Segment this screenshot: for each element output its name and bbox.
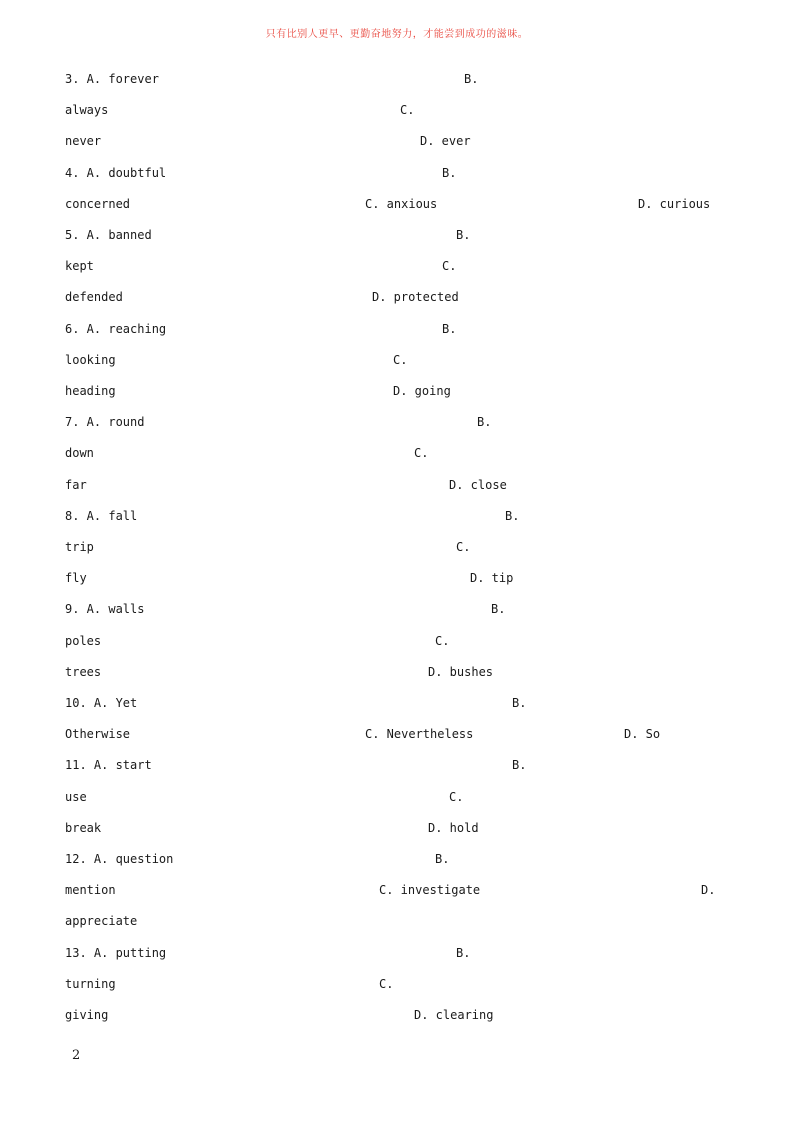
option-line-choice: B.: [456, 946, 471, 960]
option-line-start: break: [65, 821, 102, 835]
option-line: [65, 71, 745, 87]
option-line: [65, 789, 745, 805]
option-line-choice: D. hold: [428, 821, 479, 835]
option-line-start: fly: [65, 571, 87, 585]
option-line-start: 9. A. walls: [65, 602, 145, 616]
option-line-choice: C. investigate: [379, 883, 481, 897]
option-line-choice: B.: [442, 166, 457, 180]
option-line: [65, 102, 745, 118]
option-line-choice: D. tip: [470, 571, 514, 585]
option-line-start: kept: [65, 259, 94, 273]
option-line-choice: B.: [512, 696, 527, 710]
option-line-start: 11. A. start: [65, 758, 152, 772]
option-line-start: 12. A. question: [65, 852, 174, 866]
option-line-choice: C.: [379, 977, 394, 991]
option-line: [65, 258, 745, 274]
option-line-start: 4. A. doubtful: [65, 166, 167, 180]
option-line-start: trip: [65, 540, 94, 554]
option-line-choice: C.: [400, 103, 415, 117]
option-line-start: use: [65, 790, 87, 804]
option-line: [65, 289, 745, 305]
option-line: [65, 321, 745, 337]
option-line-start: 6. A. reaching: [65, 322, 167, 336]
option-line-choice: B.: [477, 415, 492, 429]
option-line-choice: C.: [414, 446, 429, 460]
option-line-start: defended: [65, 290, 123, 304]
option-line-choice: C.: [393, 353, 408, 367]
option-line: [65, 539, 745, 555]
option-line: [65, 913, 745, 929]
option-line-choice: D. protected: [372, 290, 459, 304]
option-line-choice: D. going: [393, 384, 451, 398]
option-line-start: giving: [65, 1008, 109, 1022]
option-line-choice: D. curious: [638, 197, 711, 211]
option-line: [65, 976, 745, 992]
option-line: [65, 383, 745, 399]
option-line: [65, 882, 745, 898]
option-line-choice: D. close: [449, 478, 507, 492]
option-line-choice: B.: [505, 509, 520, 523]
option-line-start: 10. A. Yet: [65, 696, 138, 710]
option-line-start: 7. A. round: [65, 415, 145, 429]
option-line-start: looking: [65, 353, 116, 367]
option-line-choice: D. bushes: [428, 665, 494, 679]
option-line-choice: C.: [435, 634, 450, 648]
option-line: [65, 133, 745, 149]
option-line-start: Otherwise: [65, 727, 131, 741]
option-line-choice: D. ever: [420, 134, 471, 148]
option-line: [65, 726, 745, 742]
option-line-choice: C.: [449, 790, 464, 804]
option-line: [65, 414, 745, 430]
option-line-start: 3. A. forever: [65, 72, 159, 86]
option-line-start: 5. A. banned: [65, 228, 152, 242]
option-line-start: poles: [65, 634, 102, 648]
option-line: [65, 165, 745, 181]
option-line-choice: B.: [512, 758, 527, 772]
page-number: 2: [72, 1048, 81, 1063]
option-line-start: never: [65, 134, 102, 148]
option-line-choice: C. anxious: [365, 197, 438, 211]
option-line: [65, 601, 745, 617]
option-line: [65, 352, 745, 368]
option-line-start: appreciate: [65, 914, 138, 928]
option-line-choice: B.: [464, 72, 479, 86]
option-line: [65, 695, 745, 711]
option-line-start: heading: [65, 384, 116, 398]
option-line-choice: B.: [456, 228, 471, 242]
header-motto: 只有比别人更早、更勤奋地努力，才能尝到成功的滋味。: [265, 29, 529, 40]
option-line-choice: D.: [701, 883, 716, 897]
option-line-choice: C. Nevertheless: [365, 727, 474, 741]
option-line-start: 8. A. fall: [65, 509, 138, 523]
option-line-choice: D. So: [624, 727, 661, 741]
option-line: [65, 477, 745, 493]
option-line: [65, 508, 745, 524]
option-line: [65, 570, 745, 586]
option-line: [65, 196, 745, 212]
option-line-choice: B.: [491, 602, 506, 616]
option-line-start: concerned: [65, 197, 131, 211]
option-line-choice: B.: [435, 852, 450, 866]
option-line: [65, 757, 745, 773]
option-line-start: down: [65, 446, 94, 460]
option-line-choice: D. clearing: [414, 1008, 494, 1022]
option-line: [65, 633, 745, 649]
option-line: [65, 227, 745, 243]
option-line: [65, 820, 745, 836]
option-line-choice: C.: [442, 259, 457, 273]
option-line-choice: C.: [456, 540, 471, 554]
option-line: [65, 945, 745, 961]
option-line: [65, 445, 745, 461]
option-line-start: turning: [65, 977, 116, 991]
option-line-start: mention: [65, 883, 116, 897]
option-line-start: far: [65, 478, 87, 492]
option-line-choice: B.: [442, 322, 457, 336]
option-line: [65, 851, 745, 867]
option-line-start: always: [65, 103, 109, 117]
option-line: [65, 664, 745, 680]
option-line-start: trees: [65, 665, 102, 679]
option-line-start: 13. A. putting: [65, 946, 167, 960]
option-line: [65, 1007, 745, 1023]
